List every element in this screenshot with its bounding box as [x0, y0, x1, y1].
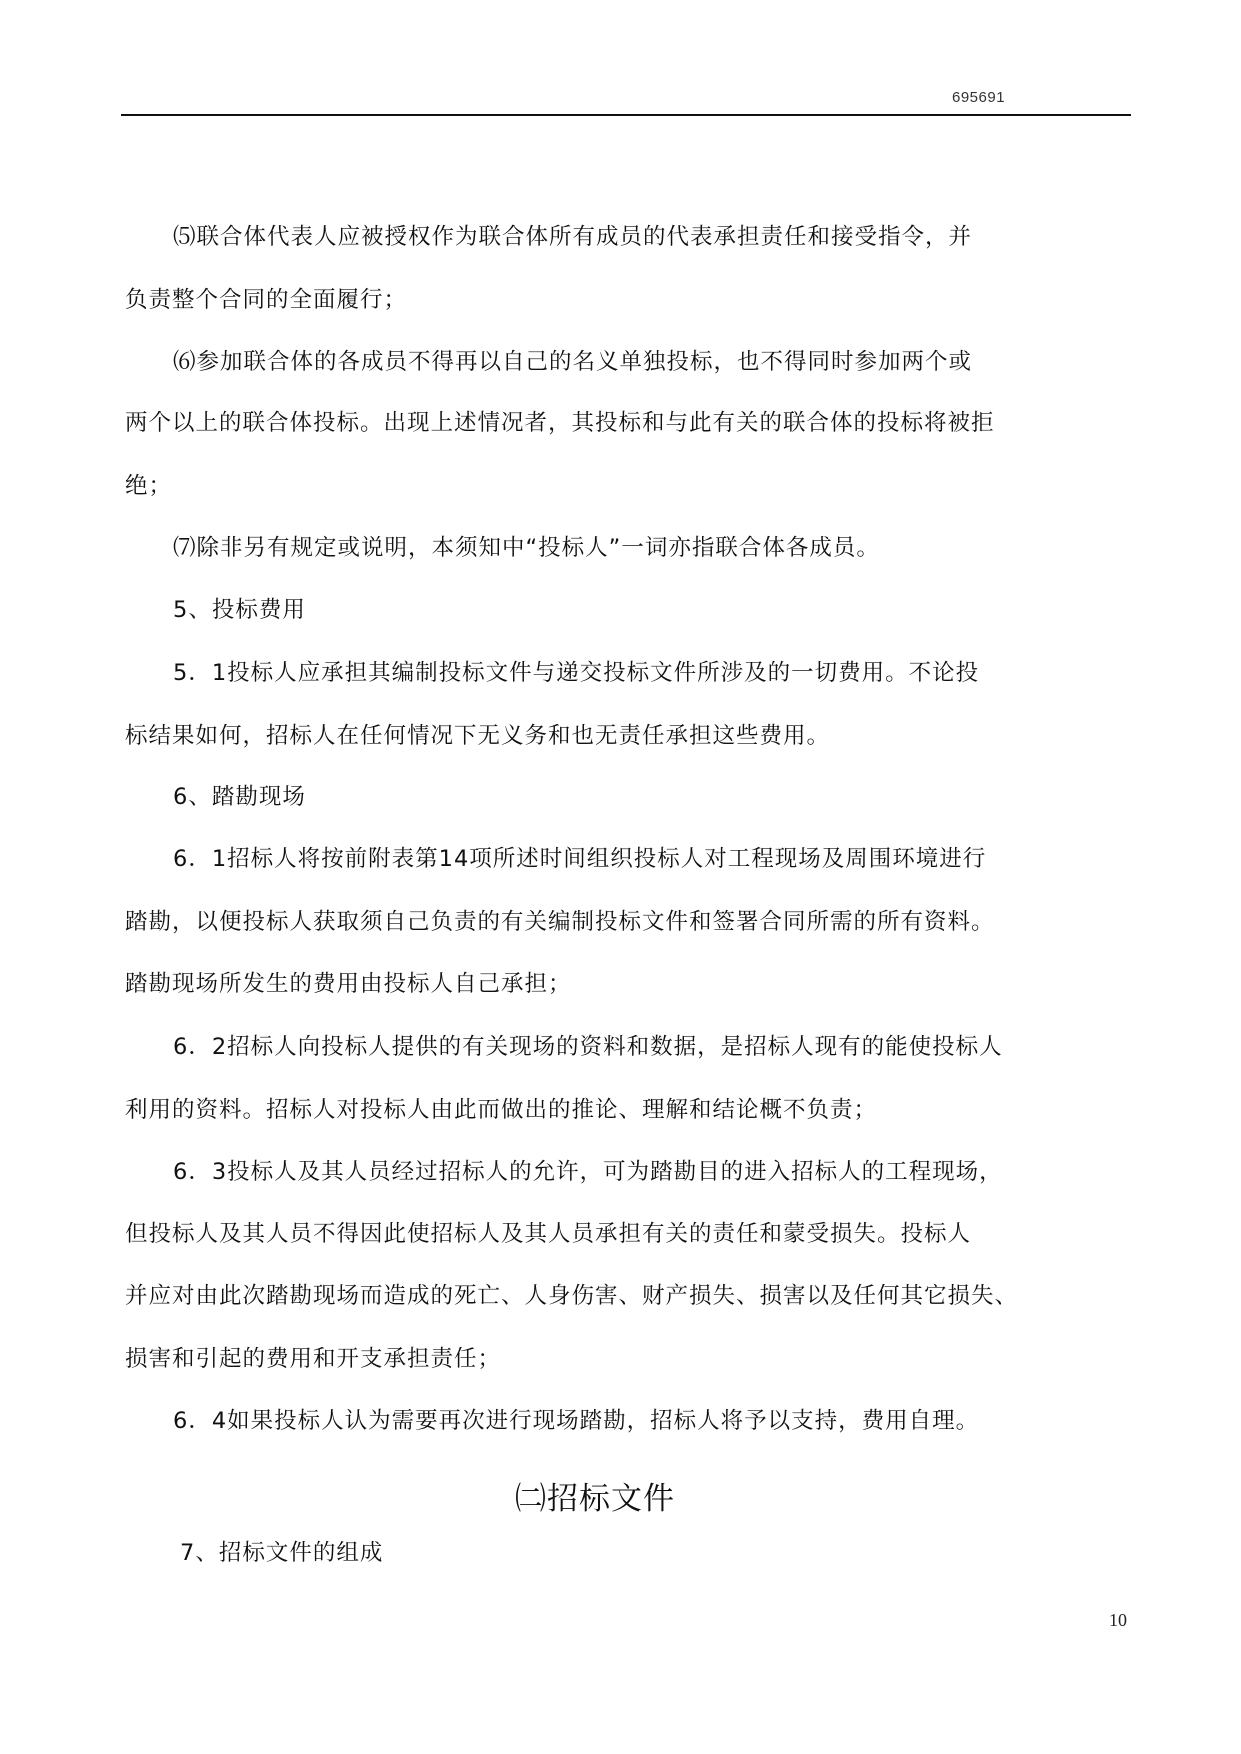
- paragraph-line: 但投标人及其人员不得因此使招标人及其人员承担有关的责任和蒙受损失。投标人: [125, 1221, 972, 1247]
- paragraph-line: 6．3投标人及其人员经过招标人的允许，可为踏勘目的进入招标人的工程现场，: [173, 1159, 1003, 1185]
- paragraph-line: 并应对由此次踏勘现场而造成的死亡、人身伤害、财产损失、损害以及任何其它损失、: [125, 1283, 1019, 1309]
- page-number: 10: [1109, 1610, 1127, 1630]
- paragraph-line: 损害和引起的费用和开支承担责任；: [125, 1346, 502, 1372]
- paragraph-line: ⑸联合体代表人应被授权作为联合体所有成员的代表承担责任和接受指令，并: [173, 224, 973, 250]
- paragraph-line: 两个以上的联合体投标。出现上述情况者，其投标和与此有关的联合体的投标将被拒: [125, 410, 995, 436]
- subsection-title: 7、招标文件的组成: [180, 1540, 384, 1566]
- paragraph-line: 利用的资料。招标人对投标人由此而做出的推论、理解和结论概不负责；: [125, 1097, 878, 1123]
- paragraph-line: ⑹参加联合体的各成员不得再以自己的名义单独投标，也不得同时参加两个或: [173, 349, 973, 375]
- paragraph-line: 6．4如果投标人认为需要再次进行现场踏勘，招标人将予以支持，费用自理。: [173, 1408, 980, 1434]
- paragraph-line: 6．2招标人向投标人提供的有关现场的资料和数据，是招标人现有的能使投标人: [173, 1034, 1003, 1060]
- section-title: 5、投标费用: [173, 597, 306, 623]
- paragraph-line: 6．1招标人将按前附表第14项所述时间组织投标人对工程现场及周围环境进行: [173, 846, 987, 872]
- paragraph-line: 踏勘，以便投标人获取须自己负责的有关编制投标文件和签署合同所需的所有资料。: [125, 909, 995, 935]
- paragraph-line: 5．1投标人应承担其编制投标文件与递交投标文件所涉及的一切费用。不论投: [173, 660, 980, 686]
- section-title: 6、踏勘现场: [173, 784, 306, 810]
- paragraph-line: ⑺除非另有规定或说明，本须知中“投标人”一词亦指联合体各成员。: [173, 535, 880, 561]
- paragraph-line: 标结果如何，招标人在任何情况下无义务和也无责任承担这些费用。: [125, 723, 831, 749]
- paragraph-line: 负责整个合同的全面履行；: [125, 287, 408, 313]
- header-divider: [121, 114, 1131, 116]
- paragraph-line: 踏勘现场所发生的费用由投标人自己承担；: [125, 971, 572, 997]
- section-heading: ㈡招标文件: [515, 1481, 675, 1517]
- document-id: 695691: [952, 89, 1006, 106]
- paragraph-line: 绝；: [125, 473, 173, 499]
